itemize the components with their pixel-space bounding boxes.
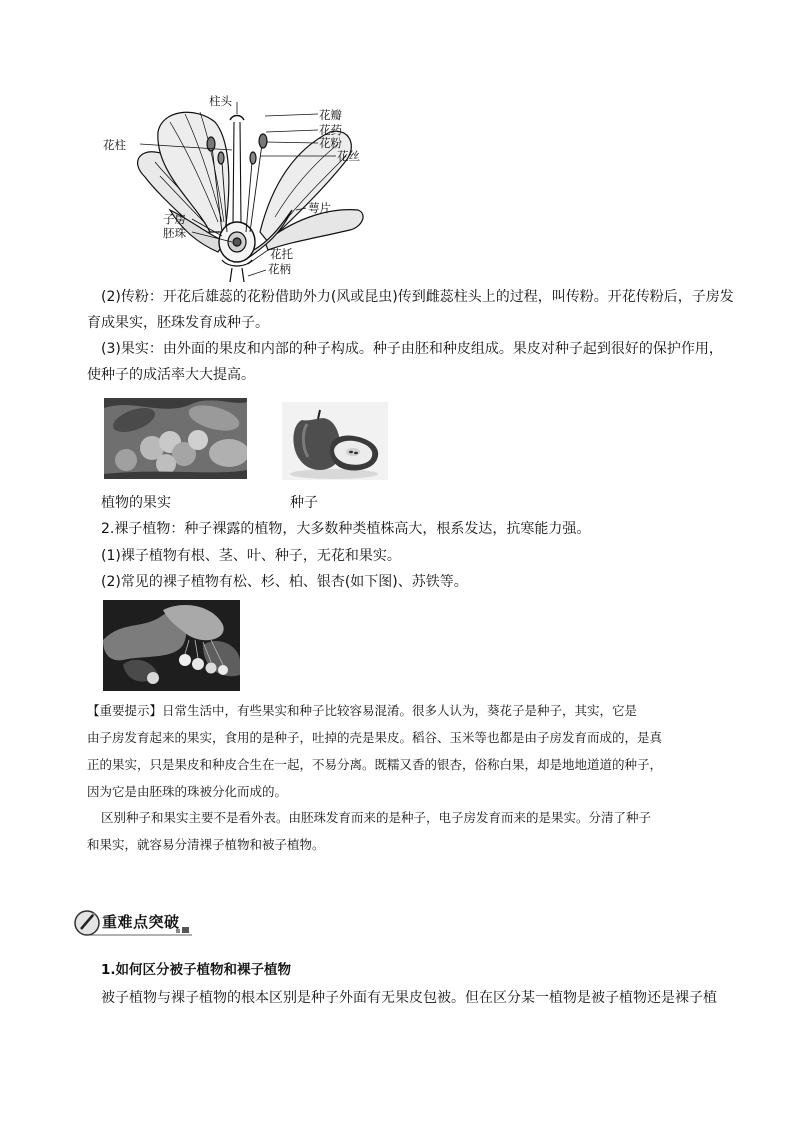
label-ovule: 胚珠 — [163, 226, 186, 240]
apple-seed-photo — [282, 402, 388, 480]
tip-line-4: 因为它是由胚珠的珠被分化而成的。 — [87, 784, 288, 799]
section2-text-line1: 被子植物与裸子植物的根本区别是种子外面有无果皮包被。但在区分某一植物是被子植物还是裸子植 — [101, 990, 717, 1006]
fruit-text-line1: (3)果实：由外面的果皮和内部的种子构成。种子由胚和种皮组成。果皮对种子起到很好的保护作用， — [101, 341, 723, 357]
gymnosperm-item-1: (1)裸子植物有根、茎、叶、种子，无花和果实。 — [101, 548, 401, 564]
pollination-text-line1: (2)传粉：开花后雄蕊的花粉借助外力(风或昆虫)传到雌蕊柱头上的过程，叫传粉。开花传粉后，子房发 — [101, 289, 734, 305]
section-header — [74, 907, 194, 939]
ginkgo-photo — [103, 600, 240, 691]
label-ovary: 子房 — [163, 212, 186, 226]
label-petal: 花瓣 — [319, 108, 342, 122]
label-receptacle: 花托 — [270, 247, 293, 261]
label-anther: 花药 — [319, 123, 342, 137]
fruit-text-line2: 使种子的成活率大大提高。 — [87, 367, 255, 383]
section-header-title: 重难点突破 — [102, 913, 180, 931]
label-sepal: 萼片 — [308, 201, 331, 215]
tip-line-3: 正的果实，只是果皮和种皮合生在一起，不易分离。既糯又香的银杏，俗称白果，却是地地道道的种子， — [87, 757, 663, 772]
label-filament: 花丝 — [337, 149, 360, 163]
tip-line-6: 和果实，就容易分清裸子植物和被子植物。 — [87, 837, 325, 852]
section2-heading: 1.如何区分被子植物和裸子植物 — [101, 962, 292, 978]
tip-line-1: 【重要提示】日常生活中，有些果实和种子比较容易混淆。很多人认为，葵花子是种子，其实，它是 — [87, 703, 638, 718]
caption-fruit: 植物的果实 — [101, 495, 171, 511]
tip-line-5: 区别种子和果实主要不是看外表。由胚珠发育而来的是种子，电子房发育而来的是果实。分清了种子 — [101, 810, 652, 825]
label-stigma: 柱头 — [209, 94, 232, 108]
label-style: 花柱 — [103, 138, 126, 152]
label-pedicel: 花柄 — [268, 262, 291, 276]
gymnosperm-item-2: (2)常见的裸子植物有松、杉、柏、银杏(如下图)、苏铁等。 — [101, 574, 468, 590]
gymnosperm-definition: 2.裸子植物：种子裸露的植物，大多数种类植株高大，根系发达，抗寒能力强。 — [101, 521, 591, 537]
tip-line-2: 由子房发育起来的果实，食用的是种子，吐掉的壳是果皮。稻谷、玉米等也都是由子房发育而成的，是真 — [87, 730, 663, 745]
caption-seed: 种子 — [290, 495, 318, 511]
label-pollen: 花粉 — [319, 136, 342, 150]
fruit-photo — [104, 398, 247, 479]
pollination-text-line2: 育成果实，胚珠发育成种子。 — [87, 315, 269, 331]
